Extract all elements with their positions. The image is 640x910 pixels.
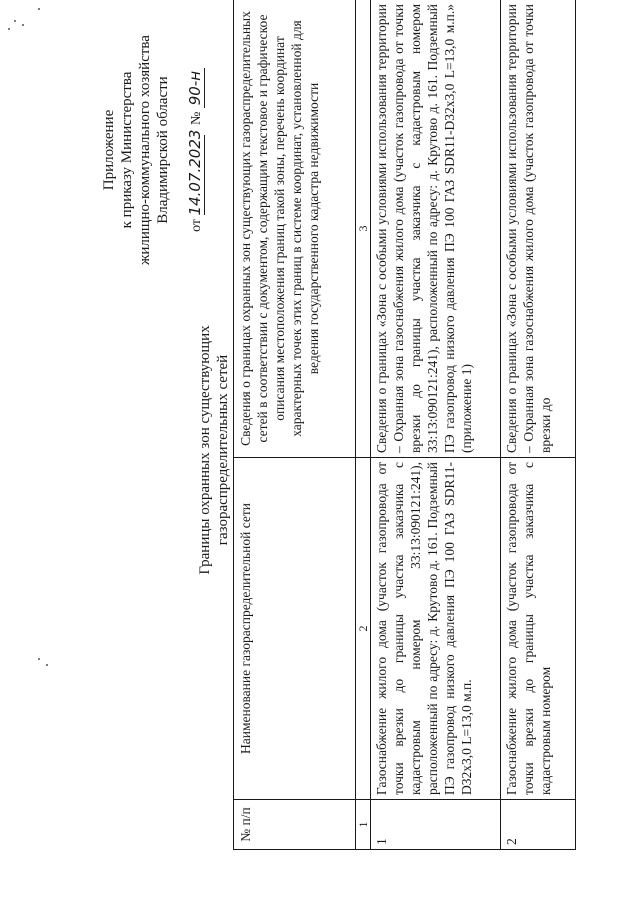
order-number: 90-н bbox=[186, 68, 205, 108]
header-index: № п/п bbox=[234, 800, 356, 850]
column-number: 1 bbox=[356, 800, 371, 850]
table-row bbox=[371, 0, 501, 850]
row-network-name: Газоснабжение жилого дома (участок газопровода от точки врезки до границы участка заказчика с кадастровым номером bbox=[501, 458, 576, 800]
scan-speck bbox=[14, 20, 16, 22]
appendix-header bbox=[100, 30, 206, 270]
appendix-line: к приказу Министерства bbox=[119, 71, 135, 229]
table-row bbox=[501, 0, 576, 850]
date-prefix: от bbox=[189, 218, 204, 232]
appendix-line: жилищно-коммунального хозяйства bbox=[137, 35, 153, 265]
column-number: 3 bbox=[356, 0, 371, 458]
table-column-numbers-row bbox=[356, 0, 371, 850]
header-network-name: Наименование газораспределительной сети bbox=[234, 458, 356, 800]
row-index: 2 bbox=[501, 800, 576, 850]
number-prefix: № bbox=[189, 111, 204, 125]
scan-speck bbox=[22, 24, 24, 26]
scan-speck bbox=[38, 658, 40, 660]
header-zone-info: Сведения о границах охранных зон существующих газораспределительных сетей в соответствии с документом, содержащим текстовое и графическое описания местоположения границ такой зоны, перечень координат характерных точек этих границ в системе координат, установленной для ведения государственного кадастра недвижимости bbox=[234, 0, 356, 458]
row-network-name: Газоснабжение жилого дома (участок газопровода от точки врезки до границы участка заказчика с кадастровым номером 33:13:090121:241), расположенный по адресу: д. Крутово д. 161. Подземный ПЭ газопровод низкого давления ПЭ 100 ГАЗ SDR11-D32x3,0 L=13,0 м.п. bbox=[371, 458, 501, 800]
scan-speck bbox=[46, 664, 48, 666]
title-line: Границы охранных зон существующих bbox=[197, 325, 213, 575]
order-date: 14.07.2023 bbox=[186, 129, 204, 216]
scan-speck bbox=[8, 28, 10, 30]
title-line: газораспределительных сетей bbox=[215, 354, 231, 546]
table-header-row bbox=[234, 0, 356, 850]
scan-speck bbox=[38, 8, 40, 10]
gas-network-zones-table bbox=[233, 0, 576, 850]
appendix-line: Приложение bbox=[101, 109, 117, 191]
row-zone-info: Сведения о границах «Зона с особыми условиями использования территории – Охранная зона газоснабжения жилого дома (участок газопровода от точки врезки до границы участка заказчика с кадастровым номером 33:13:090121:241), расположенный по адресу: д. Крутово д. 161. Подземный ПЭ газопровод низкого давления ПЭ 100 ГАЗ SDR11-D32x3,0 L=13,0 м.п.» (приложение 1) bbox=[371, 0, 501, 458]
row-zone-info: Сведения о границах «Зона с особыми условиями использования территории – Охранная зона газоснабжения жилого дома (участок газопровода от точки врезки до bbox=[501, 0, 576, 458]
appendix-line: Владимирской области bbox=[155, 76, 171, 224]
column-number: 2 bbox=[356, 458, 371, 800]
document-title bbox=[196, 180, 232, 720]
row-index: 1 bbox=[371, 800, 501, 850]
